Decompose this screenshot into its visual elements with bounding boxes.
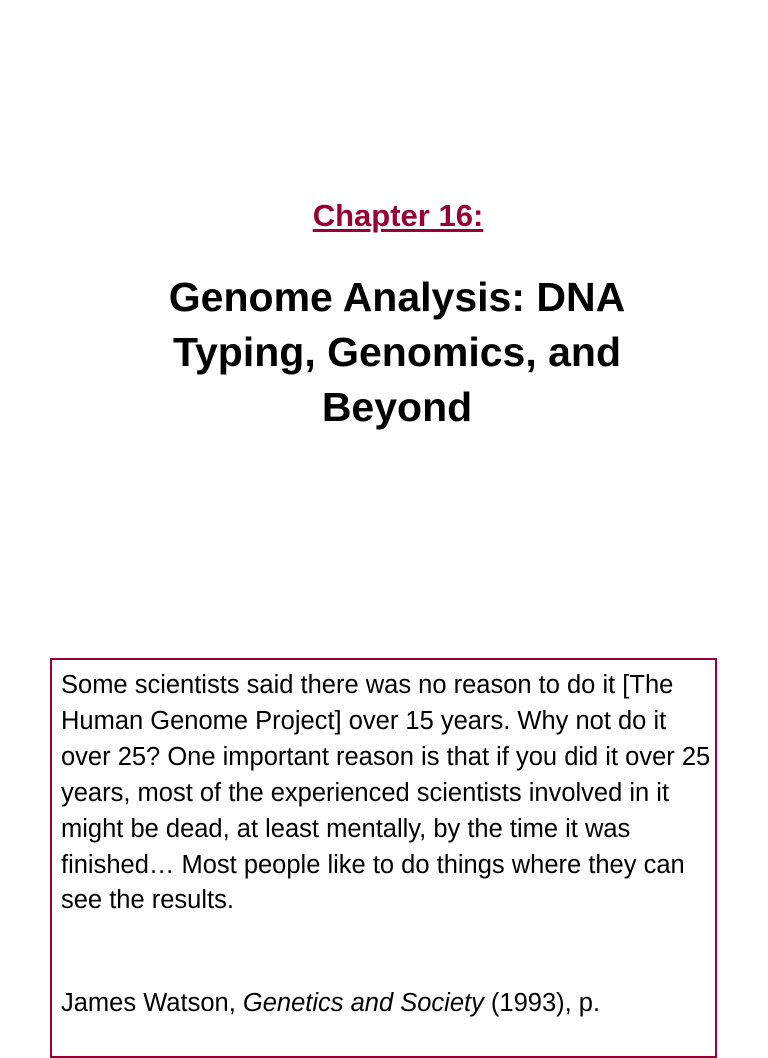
citation-year-page: (1993), p. [483,989,601,1017]
chapter-heading: Chapter 16: [312,198,484,233]
citation-work: Genetics and Society [242,989,484,1017]
citation-author: James Watson, [61,989,243,1017]
quote-box [50,658,717,1058]
citation [61,986,716,1021]
quote-text: Some scientists said there was no reason to do it [The Human Genome Project] over 15 years. Why not do it over 25? One important reason is that if you did it over 25 years, most of the experienced scientists involved in it might be dead, at least mentally, by the time it was finished… Most people like to do things where they can see the results. [61,671,711,915]
page-title: Genome Analysis: DNA Typing, Genomics, and Beyond [168,274,626,430]
